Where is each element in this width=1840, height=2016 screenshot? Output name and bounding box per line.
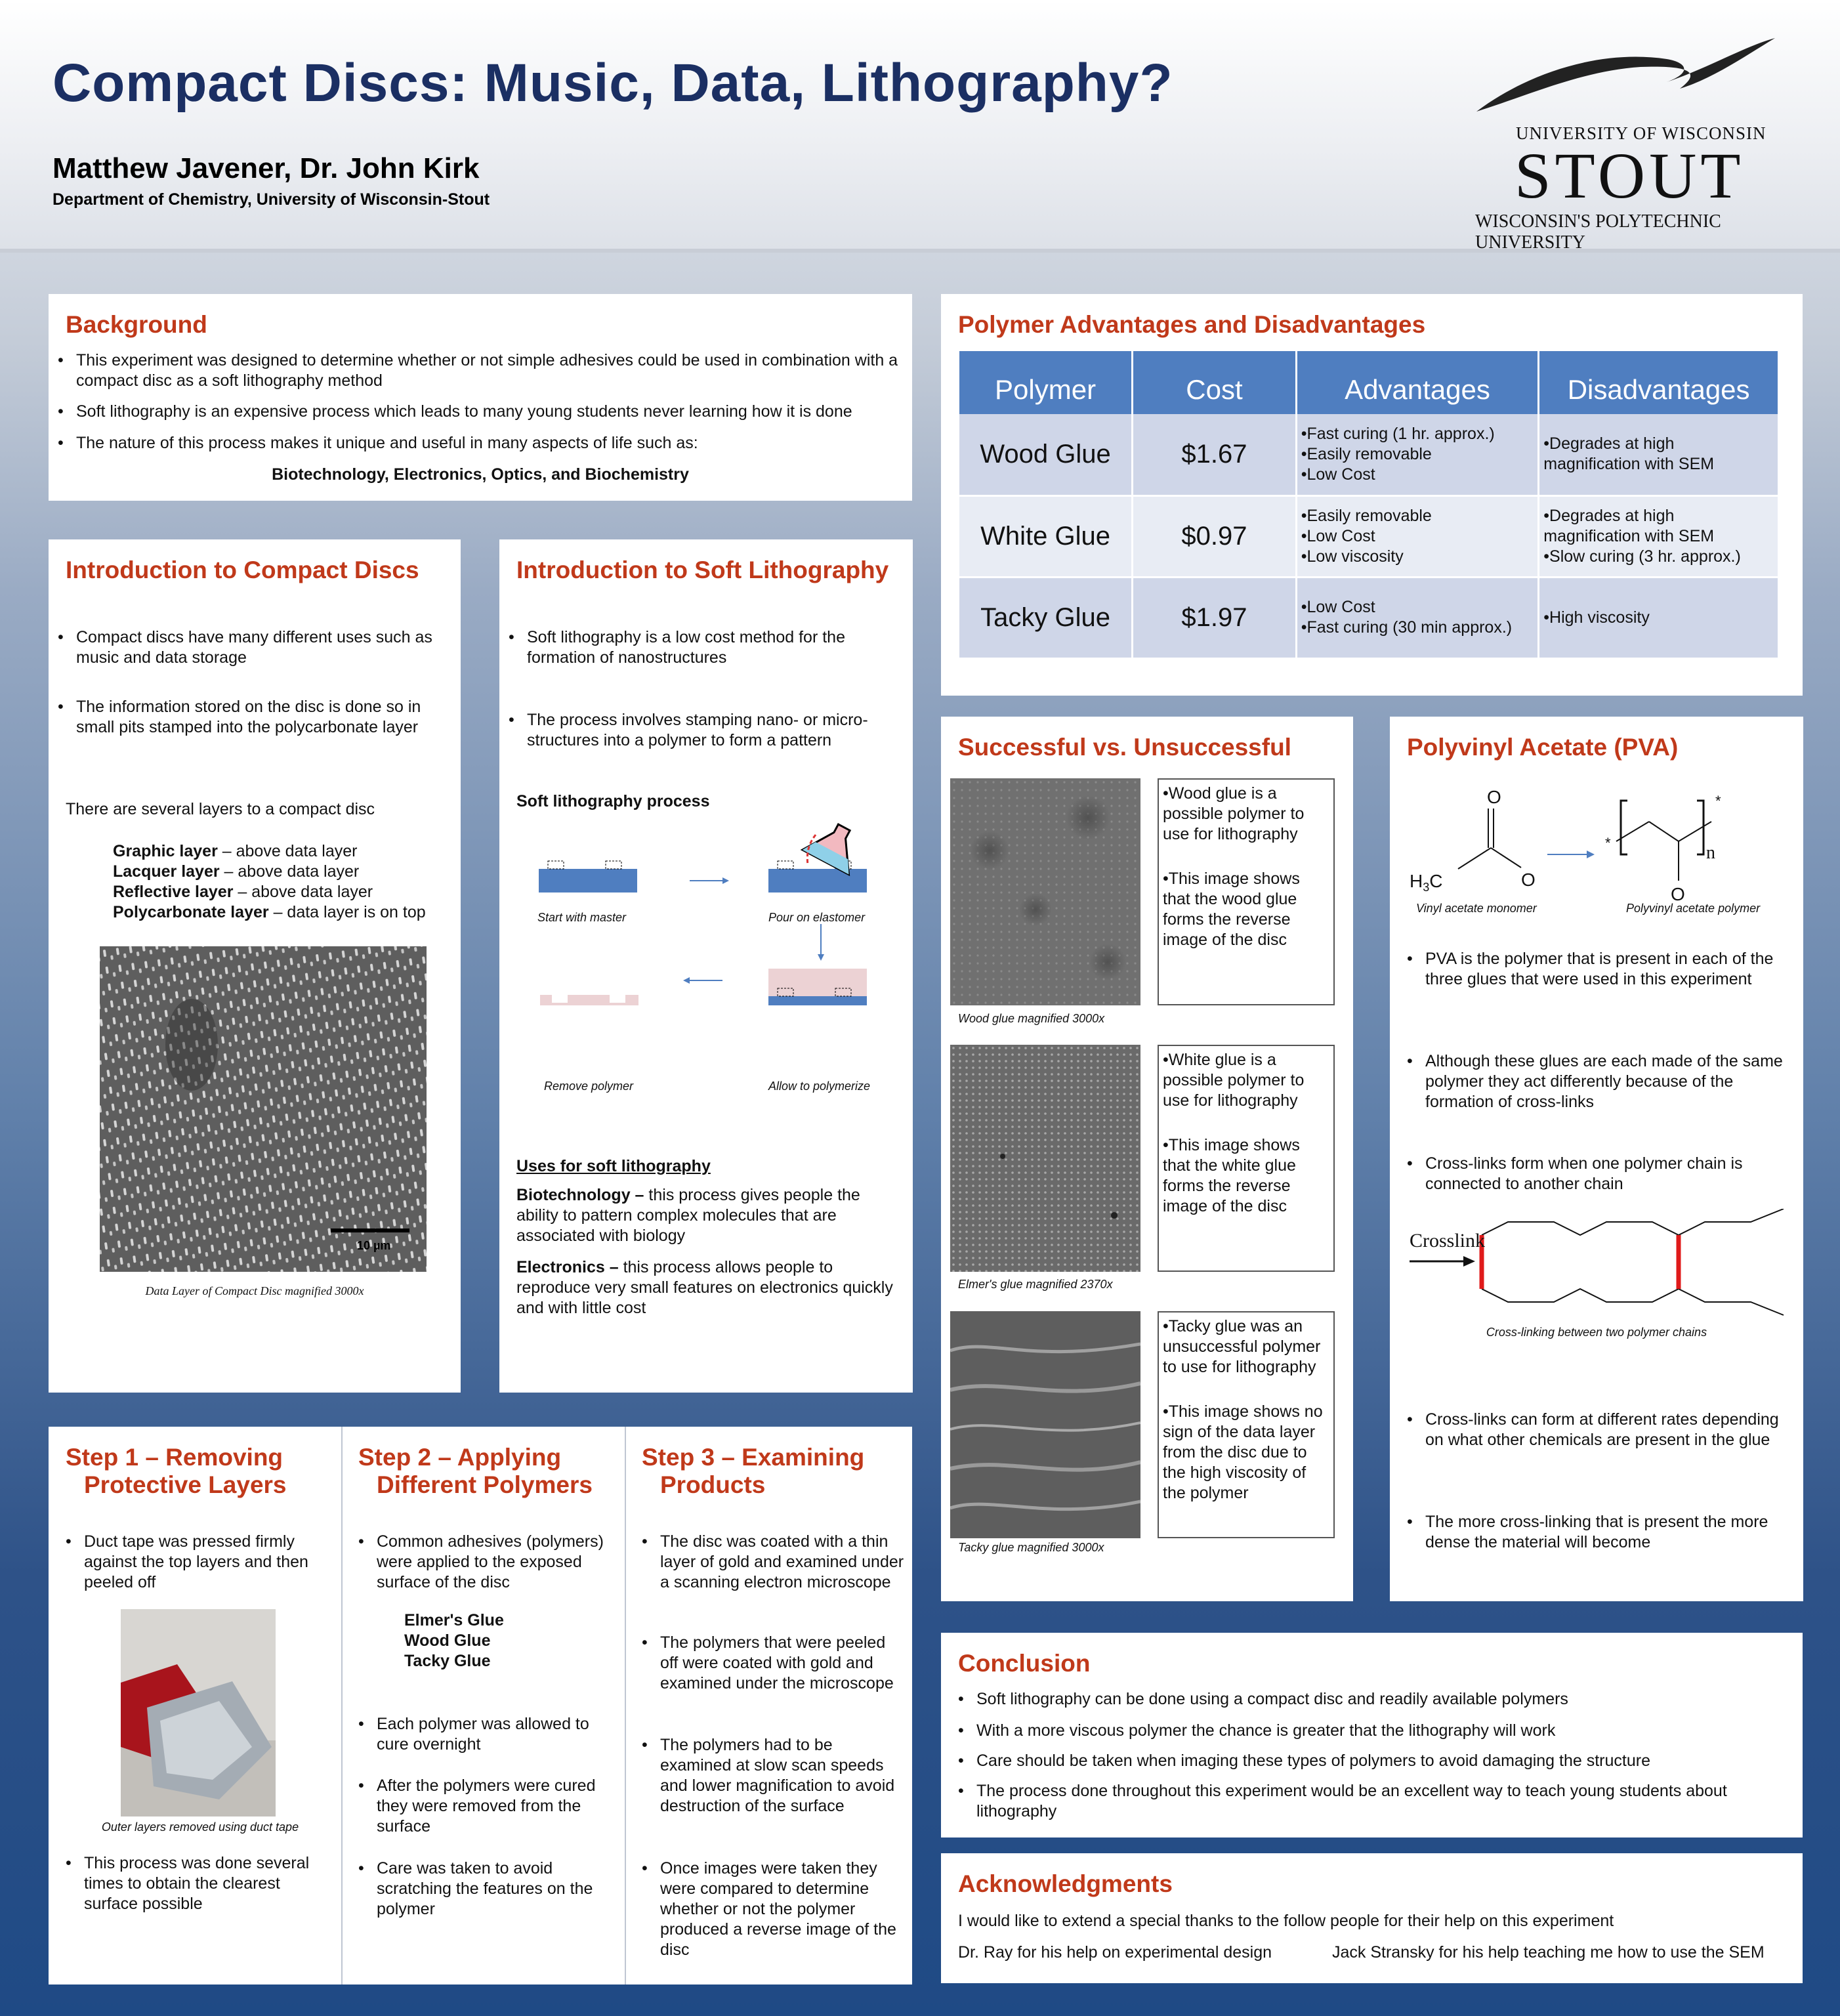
step2-bullet: • Common adhesives (polymers) were applied to the exposed surface of the disc xyxy=(377,1532,619,1593)
sem-caption: Elmer's glue magnified 2370x xyxy=(958,1278,1113,1291)
layer-item: Graphic layer – above data layer xyxy=(113,842,358,860)
crosslink-diagram xyxy=(1390,1209,1803,1320)
table-header: Disadvantages xyxy=(1539,351,1779,414)
soft-lithography-process-diagram xyxy=(499,808,913,1005)
intro-cd-bullet: • Compact discs have many different uses such as music and data storage xyxy=(76,627,450,668)
step2-title: Step 2 – Applying Different Polymers xyxy=(358,1444,593,1498)
polymer-advantages: • Easily removable • Low Cost • Low viscosity xyxy=(1296,495,1539,577)
table-header: Cost xyxy=(1133,351,1297,414)
logo-university: UNIVERSITY OF WISCONSIN xyxy=(1516,123,1767,143)
uses-title: Uses for soft lithography xyxy=(516,1157,711,1175)
polymer-table-title: Polymer Advantages and Disadvantages xyxy=(958,311,1426,338)
duct-tape-caption: Outer layers removed using duct tape xyxy=(101,1820,299,1834)
ack-title: Acknowledgments xyxy=(958,1870,1173,1897)
step-label: Allow to polymerize xyxy=(768,1080,871,1093)
pva-bullet: • Cross-links form when one polymer chain is connected to another chain xyxy=(1425,1154,1793,1194)
background-panel xyxy=(49,294,912,501)
background-fields: Biotechnology, Electronics, Optics, and Biochemistry xyxy=(272,465,689,484)
polymer-name: Tacky Glue xyxy=(959,577,1133,658)
step3-bullet: • The polymers that were peeled off were coated with gold and examined under the microscope xyxy=(660,1633,904,1694)
conclusion-panel xyxy=(941,1633,1803,1838)
pva-bullet: • PVA is the polymer that is present in each of the three glues that were used in this experiment xyxy=(1425,949,1793,990)
conclusion-bullet: • Care should be taken when imaging these types of polymers to avoid damaging the structure xyxy=(976,1751,1790,1771)
logo-tagline: WISCONSIN'S POLYTECHNIC UNIVERSITY xyxy=(1475,211,1721,253)
step1-bullet: • Duct tape was pressed firmly against the top layers and then peeled off xyxy=(84,1532,333,1593)
success-note: • Wood glue is a possible polymer to use for lithography • This image shows that the wood glue forms the reverse image of the disc xyxy=(1158,778,1335,1005)
poster-department: Department of Chemistry, University of Wisconsin-Stout xyxy=(52,190,490,209)
ack-jack: Jack Stransky for his help teaching me how to use the SEM xyxy=(1332,1943,1765,1962)
polymer-disadvantages: • Degrades at high magnification with SEM xyxy=(1539,414,1779,495)
step3-title: Step 3 – Examining Products xyxy=(642,1444,865,1498)
white-glue-sem-image xyxy=(950,1045,1140,1272)
cd-data-layer-sem-image xyxy=(100,946,427,1272)
svg-text:O: O xyxy=(1487,787,1501,807)
svg-text:O: O xyxy=(1671,884,1685,904)
flask-icon xyxy=(803,815,868,875)
table-header: Advantages xyxy=(1296,351,1539,414)
use-item: Biotechnology – this process gives people the ability to pattern complex molecules that are associated with biology xyxy=(516,1186,860,1245)
svg-text:H3C: $H_3C$ xyxy=(1410,871,1443,894)
success-title: Successful vs. Unsuccessful xyxy=(958,734,1291,761)
intro-cd-panel xyxy=(49,539,461,1393)
glue-item: Elmer's Glue xyxy=(404,1611,504,1629)
svg-text:*: * xyxy=(1605,835,1611,851)
polymer-name: Wood Glue xyxy=(959,414,1133,495)
wood-glue-sem-image xyxy=(950,778,1140,1005)
intro-cd-bullet: • The information stored on the disc is done so in small pits stamped into the polycarbonate layer xyxy=(76,697,450,738)
uw-stout-logo xyxy=(1463,33,1778,253)
table-header: Polymer xyxy=(959,351,1133,414)
pva-panel xyxy=(1390,717,1803,1601)
glue-item: Tacky Glue xyxy=(404,1652,491,1670)
ack-ray: Dr. Ray for his help on experimental design xyxy=(958,1943,1272,1962)
intro-sl-bullet: • Soft lithography is a low cost method for the formation of nanostructures xyxy=(527,627,901,668)
conclusion-bullet: • The process done throughout this experiment would be an excellent way to teach young students about lithography xyxy=(976,1781,1790,1822)
pva-bullet: • Cross-links can form at different rates depending on what other chemicals are present in the glue xyxy=(1425,1410,1793,1450)
intro-sl-bullet: • The process involves stamping nano- or micro-structures into a polymer to form a pattern xyxy=(527,710,901,751)
tacky-glue-sem-image xyxy=(950,1311,1140,1538)
polymer-name: White Glue xyxy=(959,495,1133,577)
polymer-advantages: • Fast curing (1 hr. approx.) • Easily removable • Low Cost xyxy=(1296,414,1539,495)
intro-sl-title: Introduction to Soft Lithography xyxy=(516,556,889,583)
monomer-label: Vinyl acetate monomer xyxy=(1416,902,1537,915)
layer-item: Reflective layer – above data layer xyxy=(113,883,373,901)
intro-sl-panel xyxy=(499,539,913,1393)
table-row xyxy=(959,414,1779,495)
step3-bullet: • The disc was coated with a thin layer of gold and examined under a scanning electron microscope xyxy=(660,1532,904,1593)
polymer-cost: $1.97 xyxy=(1133,577,1297,658)
poster-title: Compact Discs: Music, Data, Lithography? xyxy=(52,53,1173,113)
step2-bullet: • Care was taken to avoid scratching the features on the polymer xyxy=(377,1858,619,1920)
background-title: Background xyxy=(66,311,207,338)
pva-bullet: • Although these glues are each made of the same polymer they act differently because of the formation of cross-links xyxy=(1425,1051,1793,1112)
scale-bar-label: 10 µm xyxy=(357,1239,391,1252)
logo-stout: STOUT xyxy=(1515,139,1745,212)
background-bullet: • The nature of this process makes it unique and useful in many aspects of life such as: xyxy=(76,433,903,453)
sem-caption: Tacky glue magnified 3000x xyxy=(958,1541,1104,1554)
conclusion-bullet: • With a more viscous polymer the chance is greater that the lithography will work xyxy=(976,1721,1790,1741)
ack-intro: I would like to extend a special thanks to the follow people for their help on this experiment xyxy=(958,1912,1614,1930)
layer-item: Lacquer layer – above data layer xyxy=(113,862,360,881)
background-bullet: • This experiment was designed to determine whether or not simple adhesives could be used in combination with a compact disc as a soft lithography method xyxy=(76,350,903,391)
step2-bullet: • After the polymers were cured they were removed from the surface xyxy=(377,1776,619,1837)
table-row xyxy=(959,577,1779,658)
sem-caption: Wood glue magnified 3000x xyxy=(958,1012,1105,1025)
polymer-cost: $1.67 xyxy=(1133,414,1297,495)
conclusion-title: Conclusion xyxy=(958,1650,1091,1677)
polymer-advantages: • Low Cost • Fast curing (30 min approx.) xyxy=(1296,577,1539,658)
success-note: • White glue is a possible polymer to use for lithography • This image shows that the white glue forms the reverse image of the disc xyxy=(1158,1045,1335,1272)
step1-title: Step 1 – Removing Protective Layers xyxy=(66,1444,287,1498)
polymer-disadvantages: • High viscosity xyxy=(1539,577,1779,658)
polymer-cost: $0.97 xyxy=(1133,495,1297,577)
intro-cd-title: Introduction to Compact Discs xyxy=(66,556,419,583)
svg-text:n: n xyxy=(1706,843,1715,863)
layer-list xyxy=(113,841,454,923)
background-bullet: • Soft lithography is an expensive process which leads to many young students never learning how it is done xyxy=(76,402,903,422)
layer-item: Polycarbonate layer – data layer is on top xyxy=(113,903,426,921)
glue-item: Wood Glue xyxy=(404,1631,491,1650)
steps-panel xyxy=(49,1427,912,1984)
svg-text:*: * xyxy=(1715,793,1721,809)
polymer-label: Polyvinyl acetate polymer xyxy=(1626,902,1761,915)
step-label: Start with master xyxy=(537,911,627,924)
step-label: Remove polymer xyxy=(544,1080,634,1093)
cd-sem-caption: Data Layer of Compact Disc magnified 3000x xyxy=(145,1284,364,1297)
table-row xyxy=(959,495,1779,577)
success-note: • Tacky glue was an unsuccessful polymer to use for lithography • This image shows no sign of the data layer from the disc due to the high viscosity of the polymer xyxy=(1158,1311,1335,1538)
polymer-disadvantages: • Degrades at high magnification with SEM • Slow curing (3 hr. approx.) xyxy=(1539,495,1779,577)
svg-text:O: O xyxy=(1521,870,1536,890)
use-item: Electronics – this process allows people to reproduce very small features on electronics quickly and with little cost xyxy=(516,1258,893,1317)
crosslink-caption: Cross-linking between two polymer chains xyxy=(1486,1326,1707,1339)
step1-bullet: • This process was done several times to obtain the clearest surface possible xyxy=(84,1853,333,1914)
polymer-table xyxy=(959,351,1780,660)
layers-intro: There are several layers to a compact disc xyxy=(66,800,375,818)
step3-bullet: • Once images were taken they were compared to determine whether or not the polymer produced a reverse image of the disc xyxy=(660,1858,904,1960)
poster-authors: Matthew Javener, Dr. John Kirk xyxy=(52,152,480,184)
pva-bullet: • The more cross-linking that is present the more dense the material will become xyxy=(1425,1512,1793,1553)
poster-header xyxy=(0,0,1840,253)
duct-tape-photo xyxy=(121,1609,276,1816)
swoosh-logo-icon xyxy=(1470,33,1778,118)
glue-list xyxy=(404,1610,504,1671)
crosslink-label: Crosslink xyxy=(1410,1230,1486,1251)
step-label: Pour on elastomer xyxy=(768,911,866,924)
pva-title: Polyvinyl Acetate (PVA) xyxy=(1407,734,1679,761)
step3-bullet: • The polymers had to be examined at slow scan speeds and lower magnification to avoid destruction of the surface xyxy=(660,1735,904,1816)
success-panel xyxy=(941,717,1353,1601)
step2-bullet: • Each polymer was allowed to cure overnight xyxy=(377,1714,619,1755)
process-title: Soft lithography process xyxy=(516,792,710,810)
ack-panel xyxy=(941,1853,1803,1983)
conclusion-bullet: • Soft lithography can be done using a compact disc and readily available polymers xyxy=(976,1689,1790,1710)
